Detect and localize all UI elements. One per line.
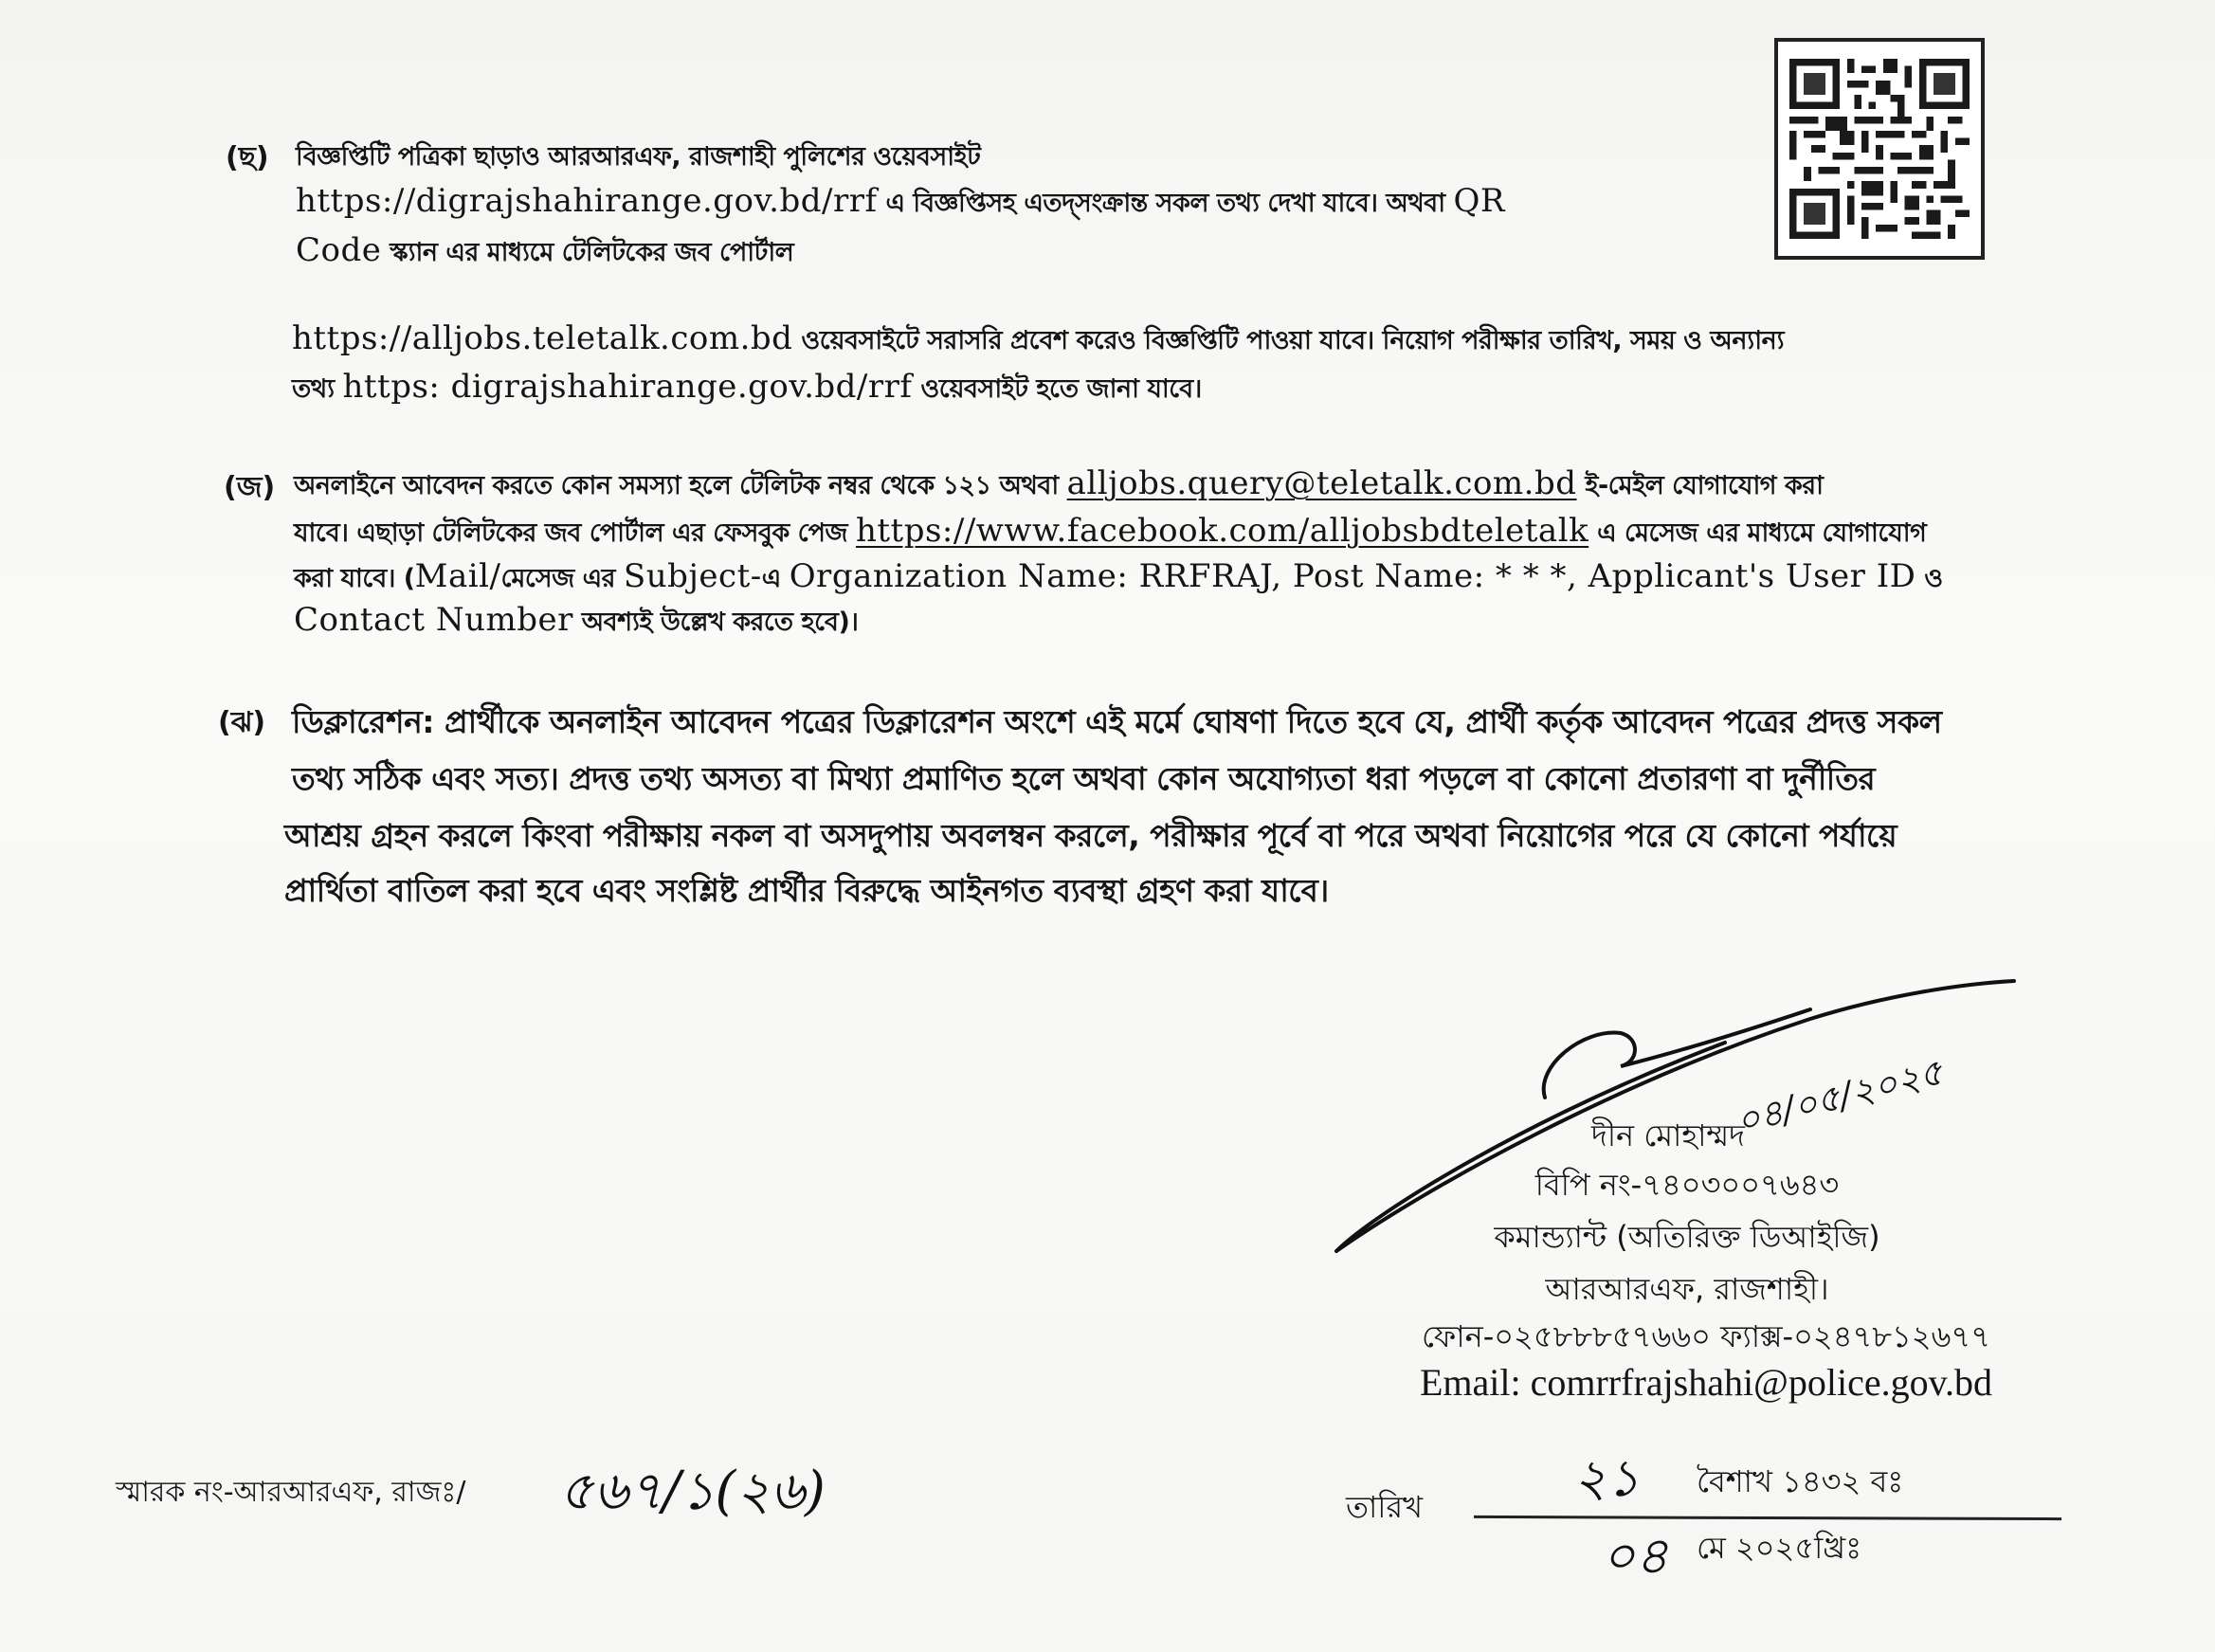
support-email-link[interactable]: alljobs.query@teletalk.com.bd [1066, 464, 1577, 502]
paragraph-line: তথ্য সঠিক এবং সত্য। প্রদত্ত তথ্য অসত্য বা মিথ্যা প্রমাণিত হলে অথবা কোন অযোগ্যতা ধরা পড়লে বা কোনো প্রতারণা বা দুর্নীতির [292, 760, 1876, 797]
paragraph-line: তথ্য https: digrajshahirange.gov.bd/rrf ওয়েবসাইট হতে জানা যাবে। [292, 368, 1202, 406]
teletalk-url[interactable]: https://alljobs.teletalk.com.bd [292, 319, 793, 357]
paragraph-line: ডিক্লারেশন: প্রার্থীকে অনলাইন আবেদন পত্রের ডিক্লারেশন অংশে এই মর্মে ঘোষণা দিতে হবে যে, প্রার্থী কর্তৃক আবেদন পত্রের প্রদত্ত সকল [292, 703, 1942, 740]
signatory-bp-number: বিপি নং-৭৪০৩০০৭৬৪৩ [1534, 1167, 1840, 1203]
signatory-designation: কমান্ড্যান্ট (অতিরিক্ত ডিআইজি) [1494, 1219, 1880, 1255]
paragraph-line: প্রার্থিতা বাতিল করা হবে এবং সংশ্লিষ্ট প্রার্থীর বিরুদ্ধে আইনগত ব্যবস্থা গ্রহণ করা যাবে। [284, 872, 1329, 909]
website-url[interactable]: https://digrajshahirange.gov.bd/rrf [296, 182, 878, 220]
paragraph-line: বিজ্ঞপ্তিটি পত্রিকা ছাড়াও আরআরএফ, রাজশাহী পুলিশের ওয়েবসাইট [296, 142, 981, 172]
facebook-page-link[interactable]: https://www.facebook.com/alljobsbdteletalk [855, 512, 1589, 550]
qr-code-icon [1774, 38, 1985, 260]
paragraph-marker: (জ) [224, 471, 276, 504]
paragraph-line: Contact Number অবশ্যই উল্লেখ করতে হবে)। [294, 601, 859, 639]
paragraph-marker: (ছ) [226, 141, 269, 174]
date-label: তারিখ [1346, 1489, 1424, 1525]
english-date-day: ০৪ [1602, 1526, 1669, 1586]
paragraph-marker: (ঝ) [218, 706, 266, 739]
paragraph-line: অনলাইনে আবেদন করতে কোন সমস্যা হলে টেলিটক নম্বর থেকে ১২১ অথবা alljobs.query@teletalk.com.bd ই-মেইল যোগাযোগ করা [294, 464, 1824, 502]
memo-label: স্মারক নং-আরআরএফ, রাজঃ/ [116, 1476, 466, 1509]
paragraph-line: করা যাবে। (Mail/মেসেজ এর Subject-এ Organization Name: RRFRAJ, Post Name: * * *, Applicant's User ID ও [294, 557, 1943, 595]
signatory-email: Email: comrrfrajshahi@police.gov.bd [1419, 1361, 1993, 1404]
paragraph-line: আশ্রয় গ্রহন করলে কিংবা পরীক্ষায় নকল বা অসদুপায় অবলম্বন করলে, পরীক্ষার পূর্বে বা পরে অথবা নিয়োগের পরে যে কোনো পর্যায়ে [284, 817, 1897, 854]
handwritten-signature-date: ০৪/০৫/২০২৫ [1732, 1050, 1948, 1143]
date-divider [1474, 1516, 2061, 1520]
paragraph-line: Code স্ক্যান এর মাধ্যমে টেলিটকের জব পোর্টাল [296, 231, 794, 269]
paragraph-line: যাবে। এছাড়া টেলিটকের জব পোর্টাল এর ফেসবুক পেজ https://www.facebook.com/alljobsbdteletalk এ মেসেজ এর মাধ্যমে যোগাযোগ [294, 512, 1927, 550]
paragraph-line: https://digrajshahirange.gov.bd/rrf এ বিজ্ঞপ্তিসহ এতদ্সংক্রান্ত সকল তথ্য দেখা যাবে। অথবা QR [296, 182, 1505, 220]
paragraph-line: https://alljobs.teletalk.com.bd ওয়েবসাইটে সরাসরি প্রবেশ করেও বিজ্ঞপ্তিটি পাওয়া যাবে। নিয়োগ পরীক্ষার তারিখ, সময় ও অন্যান্য [292, 319, 1785, 357]
website-url[interactable]: https: digrajshahirange.gov.bd/rrf [342, 368, 913, 406]
english-date-rest: মে ২০২৫খ্রিঃ [1697, 1530, 1862, 1566]
bangla-date-day: ২১ [1573, 1448, 1641, 1508]
memo-number-handwritten: ৫৬৭/১(২৬) [559, 1461, 826, 1522]
signatory-office: আরআরএফ, রাজশাহী। [1545, 1271, 1829, 1307]
signatory-name: দীন মোহাম্মদ [1591, 1117, 1745, 1153]
bangla-date-rest: বৈশাখ ১৪৩২ বঃ [1697, 1463, 1904, 1499]
signatory-phone-fax: ফোন-০২৫৮৮৮৫৭৬৬০ ফ্যাক্স-০২৪৭৮১২৬৭৭ [1421, 1318, 1991, 1354]
